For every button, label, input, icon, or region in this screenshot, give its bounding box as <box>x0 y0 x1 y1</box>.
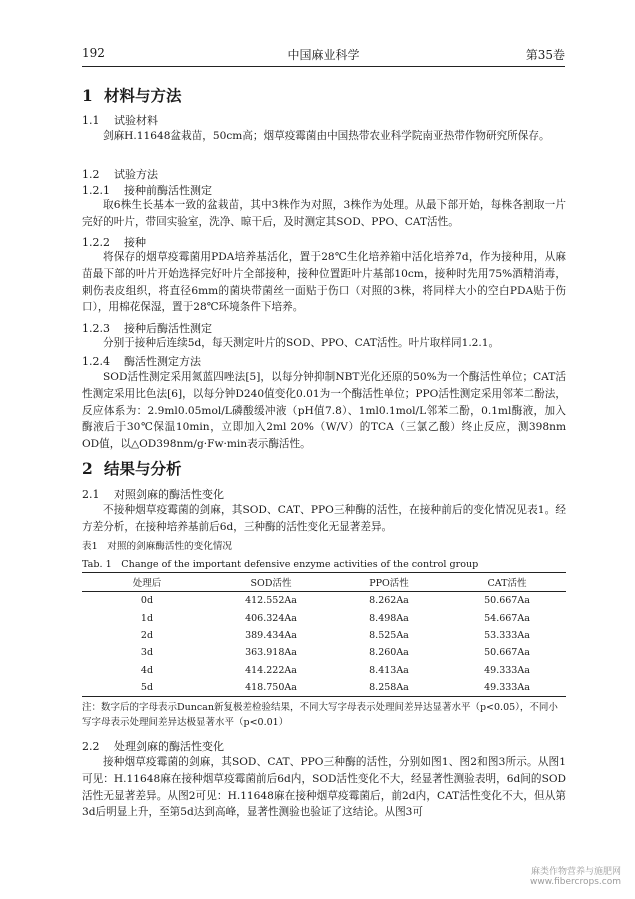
section-title: 结果与分析 <box>104 459 182 478</box>
paragraph-control-results: 不接种烟草疫霉菌的剑麻，其SOD、CAT、PPO三种酶的活性，在接种前后的变化情况见表1。经方差分析，在接种培养基前后6d，三种酶的活性变化无显著差异。 <box>82 504 566 533</box>
paragraph-assay-method: SOD活性测定采用氮蓝四唑法[5]，以每分钟抑制NBT光化还原的50%为一个酶活性单位；CAT活性测定采用比色法[6]，以每分钟D240值变化0.01为一个酶活性单位；PPO活性测定采用邻苯二酚法，反应体系为：2.9ml0.05mol/L磷酸缓冲液（pH值7.8）、1ml0.1mol/L邻苯二酚，0.1ml酶液，加入酶液后于30℃保温10min，立即加入2ml 20%（W/V）的TCA（三氯乙酸）终止反应，测398nm OD值，以△OD398nm/g·Fw·min表示酶活性。 <box>82 371 566 451</box>
subsubsection-number: 1.2.3 <box>82 322 110 335</box>
table-cell: 49.333Aa <box>484 664 530 676</box>
page-number: 192 <box>82 46 105 60</box>
table-cell: 418.750Aa <box>212 679 330 697</box>
subsection-number: 1.2 <box>82 168 100 181</box>
subsubsection-heading <box>82 182 212 198</box>
paragraph-materials: 剑麻H.11648盆栽苗，50cm高；烟草疫霉菌由中国热带农业科学院南亚热带作物研究所保存。 <box>103 130 550 142</box>
paragraph-treatment-results: 接种烟草疫霉菌的剑麻，其SOD、CAT、PPO三种酶的活性，分别如图1、图2和图3所示。从图1可见：H.11648麻在接种烟草疫霉菌前后6d内，SOD活性变化不大，经显著性测验表明，6d间的SOD活性无显著差异。从图2可见：H.11648麻在接种烟草疫霉菌后，前2d内，CAT活性变化不大，但从第3d后明显上升，至第5d达到高峰，显著性测验也验证了这结论。从图3可 <box>82 756 566 819</box>
volume-label: 第35卷 <box>525 48 565 62</box>
paragraph-post-inoculation: 分别于接种后连续5d，每天测定叶片的SOD、PPO、CAT活性。叶片取样同1.2.1。 <box>103 337 500 349</box>
subsection-heading <box>82 112 158 128</box>
table-caption-cn: 表1 对照的剑麻酶活性的变化情况 <box>82 541 233 552</box>
paragraph-pre-inoculation: 取6株生长基本一致的盆栽苗，其中3株作为对照，3株作为处理。从最下部开始，每株各割取一片完好的叶片，带回实验室，洗净、晾干后，及时测定其SOD、PPO、CAT活性。 <box>82 199 566 228</box>
table-cell: 406.324Aa <box>245 612 297 624</box>
subsubsection-number: 1.2.1 <box>82 184 110 197</box>
table-row <box>82 592 566 610</box>
subsection-heading <box>82 738 224 754</box>
subsection-title: 对照剑麻的酶活性变化 <box>114 488 224 501</box>
subsection-number: 2.2 <box>82 740 100 753</box>
table-cell: 53.333Aa <box>484 629 530 641</box>
table-header-cell: SOD活性 <box>250 578 292 589</box>
table-cell: 54.667Aa <box>484 612 530 624</box>
subsubsection-number: 1.2.4 <box>82 355 110 368</box>
section-title: 材料与方法 <box>104 86 182 105</box>
watermark-url: www.fibercrops.com <box>530 877 621 887</box>
watermark-site-name: 麻类作物营养与施肥网 <box>530 867 621 877</box>
subsubsection-title: 接种 <box>124 236 146 249</box>
table-cell: 49.333Aa <box>448 679 566 697</box>
subsubsection-title: 接种前酶活性测定 <box>124 184 212 197</box>
subsubsection-heading <box>82 353 201 369</box>
table-header-cell: CAT活性 <box>487 578 527 589</box>
table-cell: 50.667Aa <box>484 595 530 607</box>
table-cell: 412.552Aa <box>245 595 297 607</box>
subsection-title: 处理剑麻的酶活性变化 <box>114 740 224 753</box>
enzyme-activity-table <box>82 572 566 697</box>
table-row <box>82 644 566 661</box>
journal-name: 中国麻业科学 <box>287 48 360 62</box>
table-cell: 3d <box>140 647 154 659</box>
table-cell: 0d <box>140 595 154 607</box>
table-cell: 8.525Aa <box>369 629 409 641</box>
table-row <box>82 662 566 679</box>
subsubsection-number: 1.2.2 <box>82 236 110 249</box>
table-row <box>82 679 566 697</box>
subsubsection-heading <box>82 234 146 250</box>
table-cell: 5d <box>82 679 212 697</box>
table-cell: 4d <box>140 664 154 676</box>
subsection-heading <box>82 486 224 502</box>
table-cell: 8.498Aa <box>369 612 409 624</box>
subsection-title: 试验方法 <box>114 168 158 181</box>
table-cell: 50.667Aa <box>484 647 530 659</box>
table-cell: 363.918Aa <box>245 647 297 659</box>
table-cell: 2d <box>140 629 154 641</box>
table-row <box>82 627 566 644</box>
table-cell: 8.262Aa <box>369 595 409 607</box>
table-cell: 1d <box>140 612 154 624</box>
table-caption-en: Tab. 1 Change of the important defensive enzyme activities of the control group <box>82 559 479 570</box>
subsubsection-heading <box>82 320 212 336</box>
header-rule <box>82 66 565 67</box>
paragraph-inoculation: 将保存的烟草疫霉菌用PDA培养基活化，置于28℃生化培养箱中活化培养7d，作为接种用，从麻苗最下部的叶片开始选择完好叶片全部接种，接种位置距叶片基部10cm，接种时先用75%酒精消毒，刺伤表皮组织，将直径6mm的菌块带菌丝一面贴于伤口（对照的3株，将同样大小的空白PDA贴于伤口），用棉花保湿，置于28℃环境条件下培养。 <box>82 251 566 314</box>
table-cell: 389.434Aa <box>245 629 297 641</box>
section-number: 2 <box>82 459 93 478</box>
table-header-cell: PPO活性 <box>369 578 409 589</box>
subsection-number: 2.1 <box>82 488 100 501</box>
section-number: 1 <box>82 86 93 105</box>
table-row <box>82 609 566 626</box>
section-heading <box>82 84 182 106</box>
running-header <box>82 46 565 64</box>
table-note: 注：数字后的字母表示Duncan新复极差检验结果，不同大写字母表示处理间差异达显著水平（p<0.05），不同小写字母表示处理间差异达极显著水平（p<0.01） <box>82 702 558 728</box>
subsection-number: 1.1 <box>82 114 100 127</box>
section-heading <box>82 457 182 479</box>
table-cell: 8.413Aa <box>369 664 409 676</box>
subsubsection-title: 酶活性测定方法 <box>124 355 201 368</box>
subsubsection-title: 接种后酶活性测定 <box>124 322 212 335</box>
table-cell: 8.258Aa <box>330 679 448 697</box>
subsection-heading <box>82 166 158 182</box>
table-header-cell: 处理后 <box>132 578 162 589</box>
table-cell: 8.260Aa <box>369 647 409 659</box>
table-header-row <box>82 573 566 592</box>
table-cell: 414.222Aa <box>245 664 297 676</box>
subsection-title: 试验材料 <box>114 114 158 127</box>
